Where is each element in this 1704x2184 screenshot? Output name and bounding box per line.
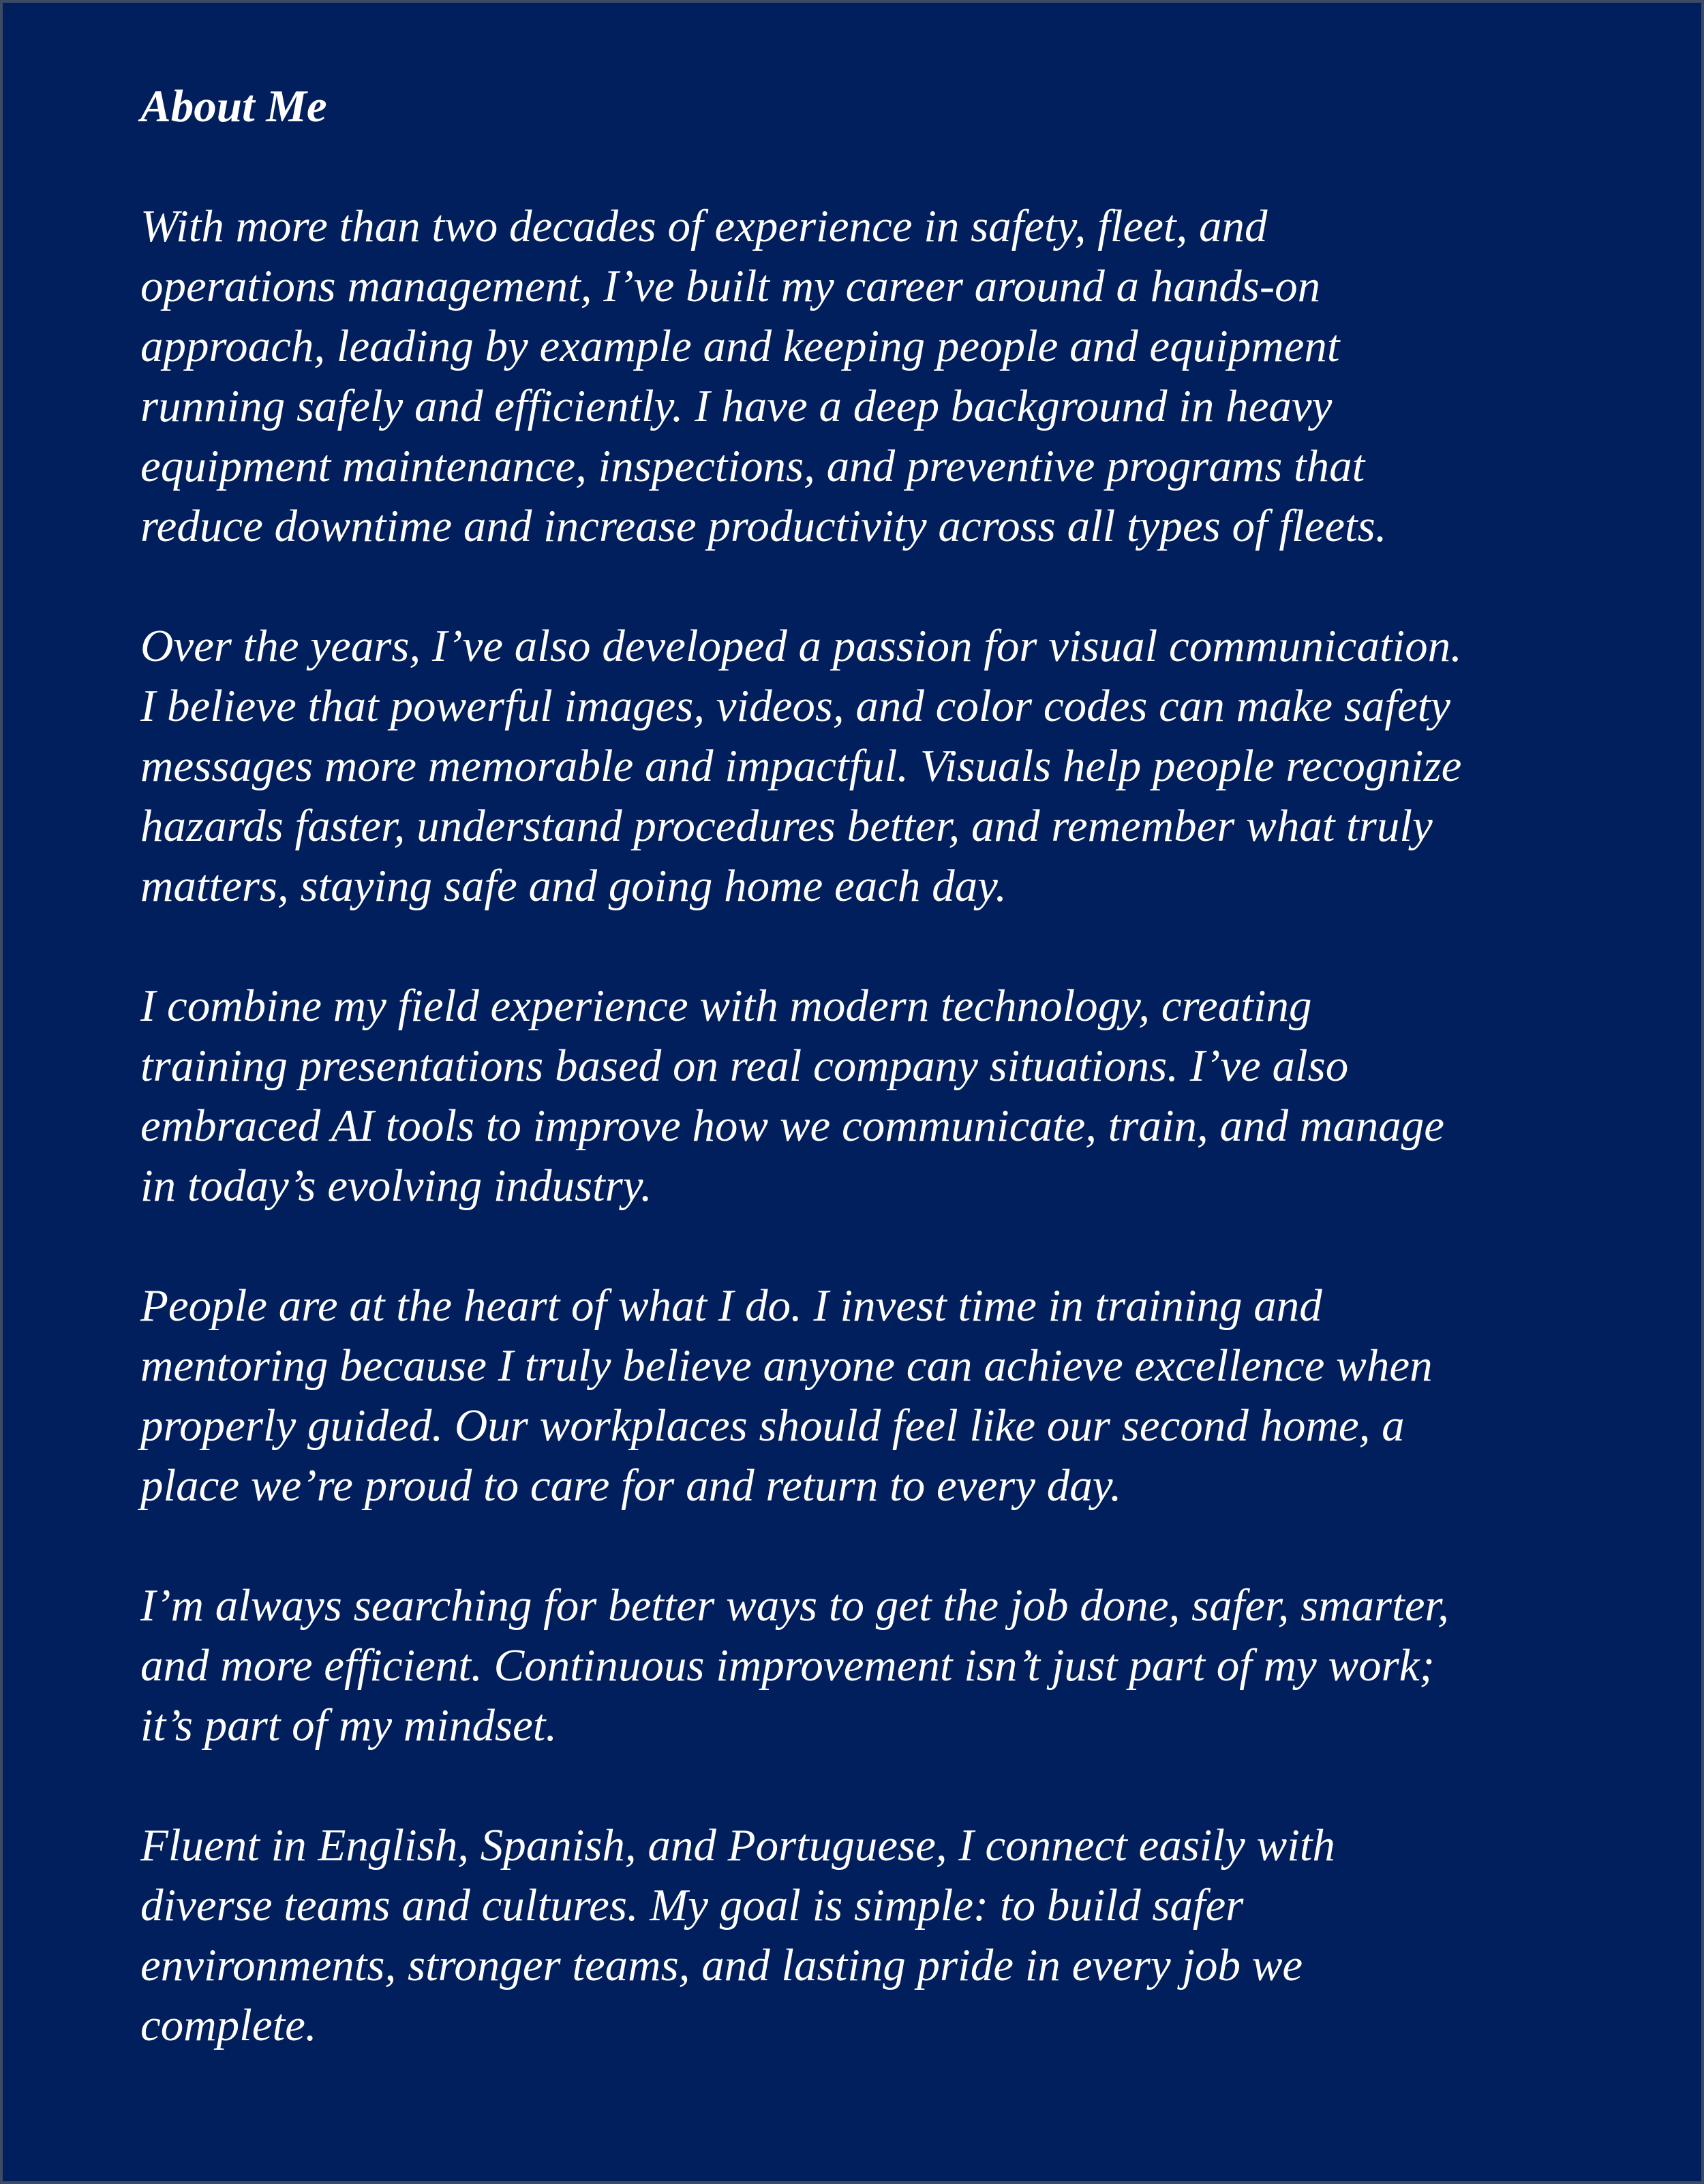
paragraph-line: Fluent in English, Spanish, and Portuguese, I connect easily with bbox=[140, 1820, 1335, 1871]
paragraph-line: I believe that powerful images, videos, and color codes can make safety bbox=[140, 681, 1451, 731]
paragraph-line: it’s part of my mindset. bbox=[140, 1700, 558, 1751]
paragraph-line: With more than two decades of experience in safety, fleet, and bbox=[140, 201, 1268, 251]
paragraph-experience bbox=[140, 196, 1606, 556]
paragraph-people bbox=[140, 1276, 1606, 1516]
paragraph-line: I’m always searching for better ways to get the job done, safer, smarter, bbox=[140, 1580, 1449, 1631]
paragraph-line: approach, leading by example and keeping people and equipment bbox=[140, 321, 1340, 371]
paragraph-languages bbox=[140, 1815, 1606, 2055]
paragraph-line: training presentations based on real company situations. I’ve also bbox=[140, 1041, 1349, 1091]
paragraph-line: complete. bbox=[140, 2000, 317, 2050]
paragraph-line: People are at the heart of what I do. I invest time in training and bbox=[140, 1280, 1322, 1331]
paragraph-line: environments, stronger teams, and lasting pride in every job we bbox=[140, 1940, 1303, 1990]
paragraph-line: messages more memorable and impactful. Visuals help people recognize bbox=[140, 741, 1462, 791]
paragraph-line: and more efficient. Continuous improvement isn’t just part of my work; bbox=[140, 1640, 1435, 1691]
paragraph-line: place we’re proud to care for and return to every day. bbox=[140, 1460, 1122, 1511]
paragraph-visual-communication bbox=[140, 616, 1606, 916]
paragraph-improvement bbox=[140, 1575, 1606, 1755]
paragraph-line: mentoring because I truly believe anyone can achieve excellence when bbox=[140, 1340, 1433, 1391]
paragraph-line: reduce downtime and increase productivity across all types of fleets. bbox=[140, 501, 1387, 551]
paragraph-line: in today’s evolving industry. bbox=[140, 1160, 652, 1211]
paragraph-line: diverse teams and cultures. My goal is simple: to build safer bbox=[140, 1880, 1244, 1931]
paragraph-line: equipment maintenance, inspections, and preventive programs that bbox=[140, 441, 1365, 491]
paragraph-line: embraced AI tools to improve how we communicate, train, and manage bbox=[140, 1101, 1444, 1151]
paragraph-line: hazards faster, understand procedures better, and remember what truly bbox=[140, 801, 1433, 851]
about-me-content bbox=[140, 76, 1606, 2055]
paragraph-line: running safely and efficiently. I have a deep background in heavy bbox=[140, 381, 1333, 431]
paragraph-line: matters, staying safe and going home each day. bbox=[140, 861, 1007, 911]
paragraph-technology bbox=[140, 976, 1606, 1216]
paragraph-line: properly guided. Our workplaces should feel like our second home, a bbox=[140, 1400, 1405, 1451]
paragraph-line: operations management, I’ve built my career around a hands-on bbox=[140, 261, 1321, 311]
paragraph-line: Over the years, I’ve also developed a passion for visual communication. bbox=[140, 621, 1462, 671]
page-title: About Me bbox=[140, 81, 327, 132]
paragraph-line: I combine my field experience with modern technology, creating bbox=[140, 981, 1312, 1031]
